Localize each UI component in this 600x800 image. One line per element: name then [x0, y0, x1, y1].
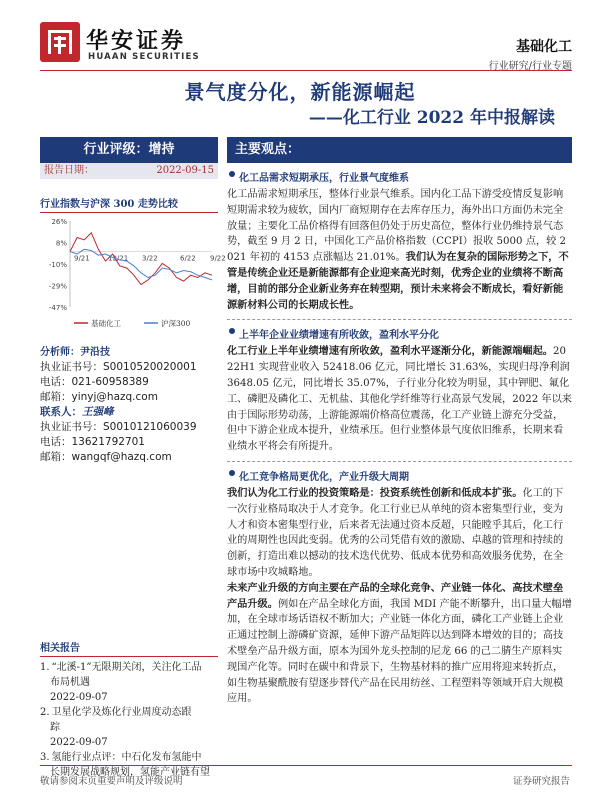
section-2 [227, 326, 572, 462]
x-tick-label: 9/21 [74, 254, 90, 263]
index-chart [40, 215, 226, 333]
footer-divider [40, 765, 572, 766]
analyst-heading: 分析师：尹沿技 [40, 347, 110, 358]
related-reports-heading: 相关报告 [40, 635, 218, 657]
x-tick-label: 12/21 [108, 254, 129, 263]
report-date-value: 2022-09-15 [156, 165, 214, 176]
analyst-cert: 执业证书号：S0010520020001 [40, 361, 197, 373]
section-3 [227, 468, 572, 707]
x-tick-label: 9/22 [210, 254, 226, 263]
contact-phone: 电话：13621792701 [40, 436, 145, 448]
report-title: 景气度分化，新能源崛起 [184, 80, 416, 104]
section-1 [227, 169, 572, 320]
report-date [40, 163, 218, 179]
contact-heading: 联系人：王强峰 [40, 406, 114, 418]
report-category: 基础化工 [516, 39, 572, 55]
section-2-paragraph: 化工行业上半年业绩增速有所收敛，盈利水平逐渐分化，新能源端崛起。2022H1 实现营业收入 52418.06 亿元，同比增长 31.63%，实现归母净利润 3648.05 亿元，同比增长 35.07%，子行业分化较为明显，其中钾肥、氟化工、磷肥及磷化工、无机盐、其他化学纤维等行业高景气发展，2022 年以来由于国际形势动荡，上游能源端价格高位震荡，化工产业链上游充分受益，但中下游企业成本提升，业绩承压。但行业整体景气度依旧维系，长期来看业绩水平将会有所提升。 [227, 345, 572, 453]
section-1-paragraph: 化工品需求短期承压，整体行业景气维系。国内化工品下游受疫情反复影响短期需求较为疲软，国内厂商短期存在去库存压力，海外出口方面仍未完全放量；主要化工品价格得有回落但仍处于历史高位，整体行业仍维持景气态势，截至 9 月 2 日，中国化工产品价格指数（CCPI）报收 5000 点，较 2021 年初的 4153 点涨幅达 21.01%。我们认为在复杂的国际形势之下，不管是传统企业还是新能源都有企业迎来高光时刻，优秀企业的业绩将不断高增，目前的部分企业新业务弃在转型期，预计未来将会不断成长，看好新能源新材料公司的长期成长性。 [227, 189, 569, 311]
report-subcategory: 行业研究/行业专题 [488, 61, 572, 72]
x-tick-label: 6/22 [180, 254, 196, 263]
analyst-email[interactable]: 邮箱：yinyj@hazq.com [40, 391, 158, 403]
legend-label: 基础化工 [91, 319, 121, 328]
section-1-title: 化工品需求短期承压，行业景气度维系 [227, 169, 572, 184]
logo-seal-icon [40, 22, 80, 62]
chart-title: 行业指数与沪深 300 走势比较 [40, 191, 218, 213]
x-tick-label: 3/22 [142, 254, 158, 263]
y-tick-label: 8% [55, 239, 67, 248]
sidebar [40, 137, 226, 780]
contact-email[interactable]: 邮箱：wangqf@hazq.com [40, 451, 172, 463]
legend-label: 沪深300 [161, 319, 191, 328]
section-2-title: 上半年企业业绩增速有所收敛，盈利水平分化 [227, 326, 572, 341]
related-report-3[interactable]: 3. 氢能行业点评：中石化发布氢能中 长期发展战略规划，氢能产业链有望 [40, 752, 210, 778]
y-tick-label: 26% [51, 218, 67, 226]
analyst-name: 尹沿技 [80, 347, 110, 358]
industry-rating: 行业评级：增持 [40, 137, 218, 163]
footer-report-type: 证券研究报告 [512, 776, 570, 787]
related-report-1[interactable]: 1. “北溪-1”无限期关闭，关注化工品 布局机遇 2022-09-07 [40, 662, 202, 703]
contact-cert: 执业证书号：S0010121060039 [40, 421, 197, 433]
header-divider [40, 70, 572, 71]
divider [227, 461, 572, 462]
analyst-phone: 电话：021-60958389 [40, 376, 149, 388]
logo-text-en: HUAAN SECURITIES [88, 52, 200, 62]
logo-text-cn: 华安证券 [86, 28, 187, 54]
section-3-title: 化工竞争格局更优化，产业升级大周期 [227, 468, 572, 483]
key-points-heading: 主要观点： [227, 137, 572, 163]
related-reports-list [40, 660, 218, 780]
y-tick-label: -10% [48, 261, 67, 269]
company-logo [40, 22, 200, 66]
main-content [227, 137, 572, 707]
index-chart-svg [40, 215, 226, 333]
y-tick-label: -47% [48, 304, 67, 312]
section-3-paragraph-2: 未来产业升级的方向主要在产品的全球化竞争、产业链一体化、高技术壁垒产品升级。例如在产品全球化方面，我国 MDI 产能不断攀升，出口量大幅增加，在全球市场话语权不断加大；产业链一体化方面，磷化工产业链上企业正通过控制上游磷矿资源，延伸下游产品矩阵以达到降本增效的目的；高技术壁垒产品升级方面，原本为国外龙头控制的尼龙 66 的己二腈生产原料实现国产化等。同时在碳中和背景下，生物基材料的推广应用将迎来转折点，如生物基聚酰胺有望逐步替代产品在民用纺丝、工程塑料等领域开启大规模应用。 [227, 581, 572, 705]
divider [227, 319, 572, 320]
report-subtitle: ——化工行业 2022 年中报解读 [308, 108, 555, 128]
y-tick-label: -29% [48, 282, 67, 291]
report-date-label: 报告日期： [44, 165, 94, 176]
related-report-2[interactable]: 2. 卫星化学及炼化行业周度动态跟 踪 2022-09-07 [40, 707, 192, 748]
section-3-paragraph-1: 我们认为化工行业的投资策略是：投资系统性创新和低成本扩张。化工的下一次行业格局取决于人才竞争。化工行业已从单纯的资本密集型行业，变为人才和资本密集型行业，后来者无法通过资本反超，只能瞠乎其后，化工行业的周期性也因此变弱。优秀的公司凭借有效的激励、卓越的管理和持续的创新，打造出难以撼动的技术迭代优势、低成本优势和高效服务优势，在全球市场中攻城略地。 [227, 486, 564, 578]
footer-disclaimer[interactable]: 敬请参阅末页重要声明及评级说明 [40, 776, 183, 787]
